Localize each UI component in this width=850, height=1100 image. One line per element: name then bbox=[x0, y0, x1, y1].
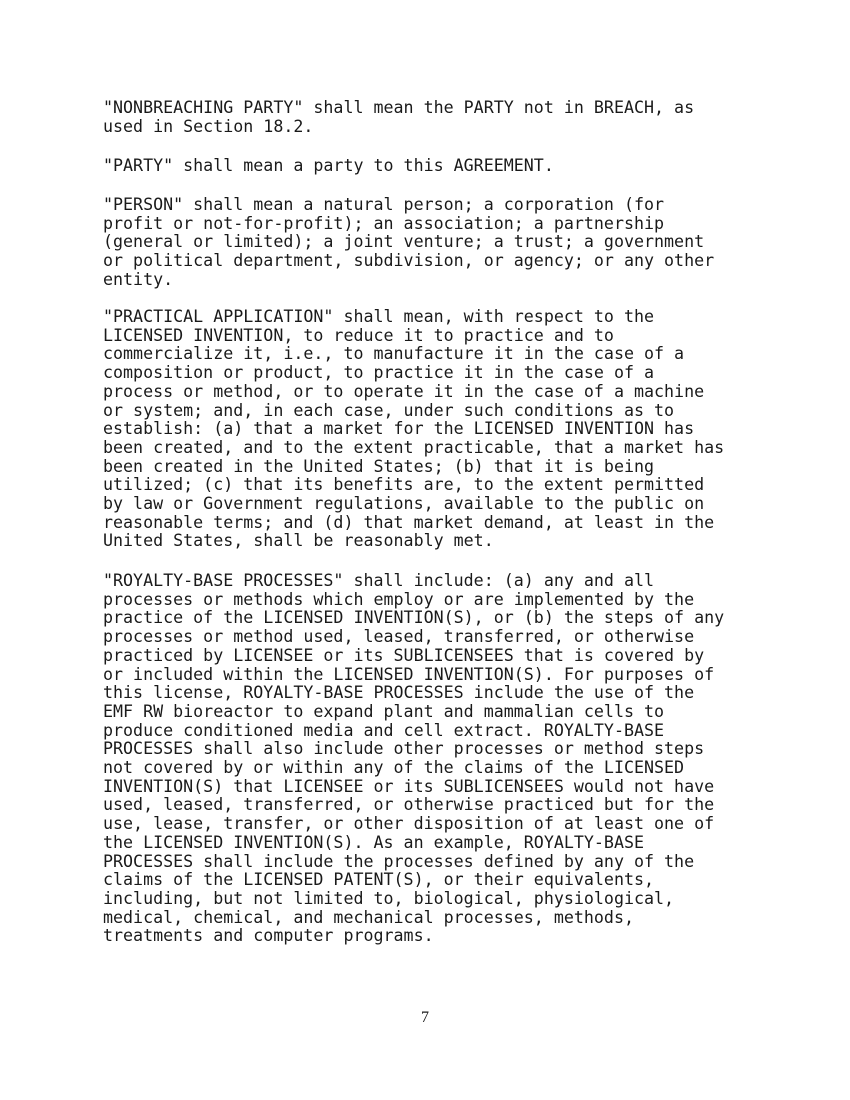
text-line: process or method, or to operate it in the case of a machine bbox=[103, 381, 705, 401]
text-line: this license, ROYALTY-BASE PROCESSES include the use of the bbox=[103, 683, 695, 703]
text-line: the LICENSED INVENTION(S). As an example, ROYALTY-BASE bbox=[103, 832, 644, 852]
text-line: including, but not limited to, biological, physiological, bbox=[103, 888, 675, 908]
text-line: or political department, subdivision, or agency; or any other bbox=[103, 251, 715, 271]
text-line: use, lease, transfer, or other disposition of at least one of bbox=[103, 814, 715, 834]
text-line: reasonable terms; and (d) that market demand, at least in the bbox=[103, 512, 715, 532]
text-line: been created, and to the extent practicable, that a market has bbox=[103, 437, 725, 457]
text-line: not covered by or within any of the claims of the LICENSED bbox=[103, 758, 685, 777]
text-line: claims of the LICENSED PATENT(S), or their equivalents, bbox=[103, 870, 655, 890]
text-line: or included within the LICENSED INVENTION(S). For purposes of bbox=[103, 664, 715, 684]
page-number: 7 bbox=[421, 1009, 429, 1026]
text-line: produce conditioned media and cell extract. ROYALTY-BASE bbox=[103, 720, 665, 740]
text-line: INVENTION(S) that LICENSEE or its SUBLICENSEES would not have bbox=[103, 776, 715, 796]
text-line: (general or limited); a joint venture; a trust; a government bbox=[103, 232, 705, 252]
text-line: used, leased, transferred, or otherwise practiced but for the bbox=[103, 795, 715, 815]
text-line: United States, shall be reasonably met. bbox=[103, 531, 494, 551]
text-line: commercialize it, i.e., to manufacture it in the case of a bbox=[103, 344, 685, 364]
text-line: establish: (a) that a market for the LICENSED INVENTION has bbox=[103, 419, 695, 439]
text-line: practiced by LICENSEE or its SUBLICENSEES that is covered by bbox=[103, 645, 705, 665]
text-line: LICENSED INVENTION, to reduce it to practice and to bbox=[103, 325, 614, 345]
text-line: PROCESSES shall include the processes defined by any of the bbox=[103, 851, 695, 871]
text-line: practice of the LICENSED INVENTION(S), or (b) the steps of any bbox=[103, 608, 725, 628]
text-line: "NONBREACHING PARTY" shall mean the PARTY not in BREACH, as bbox=[103, 98, 695, 117]
text-line: "PARTY" shall mean a party to this AGREEMENT. bbox=[103, 156, 554, 175]
text-line: profit or not-for-profit); an association; a partnership bbox=[103, 213, 665, 233]
text-line: used in Section 18.2. bbox=[103, 116, 314, 136]
text-line: "PRACTICAL APPLICATION" shall mean, with respect to the bbox=[103, 307, 655, 326]
text-line: processes or methods which employ or are implemented by the bbox=[103, 589, 695, 609]
text-line: medical, chemical, and mechanical processes, methods, bbox=[103, 907, 634, 927]
text-line: "PERSON" shall mean a natural person; a corporation (for bbox=[103, 195, 665, 214]
text-line: PROCESSES shall also include other processes or method steps bbox=[103, 739, 705, 759]
text-line: "ROYALTY-BASE PROCESSES" shall include: (a) any and all bbox=[103, 571, 655, 590]
text-line: utilized; (c) that its benefits are, to the extent permitted bbox=[103, 475, 705, 495]
text-line: or system; and, in each case, under such conditions as to bbox=[103, 400, 675, 420]
text-line: composition or product, to practice it in the case of a bbox=[103, 363, 655, 383]
text-line: EMF RW bioreactor to expand plant and mammalian cells to bbox=[103, 701, 665, 721]
text-line: by law or Government regulations, available to the public on bbox=[103, 494, 705, 513]
text-line: processes or method used, leased, transferred, or otherwise bbox=[103, 627, 695, 647]
text-line: entity. bbox=[103, 269, 174, 289]
text-line: been created in the United States; (b) that it is being bbox=[103, 456, 655, 476]
text-line: treatments and computer programs. bbox=[103, 926, 434, 946]
